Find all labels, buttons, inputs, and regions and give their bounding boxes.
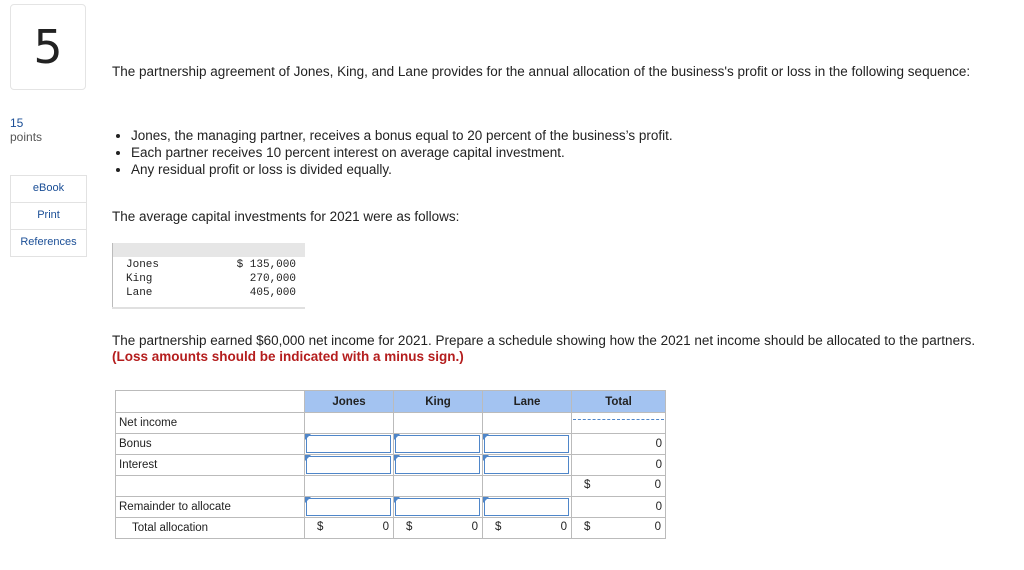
intro-text: The partnership agreement of Jones, King, and Lane provides for the annual allocation of the business's profit or loss in the following sequence: [112,64,971,79]
investment-name: Lane [126,287,153,299]
remainder-total: 0 [572,497,666,518]
avg-capital-text: The average capital investments for 2021 were as follows: [112,209,460,224]
cell-empty [483,476,572,497]
list-item: • Each partner receives 10 percent interest on average capital investment. [131,144,673,161]
interest-lane-input[interactable] [483,455,572,476]
input-marker-icon [305,497,311,503]
row-label-total-allocation: Total allocation [116,518,305,539]
table-row [116,434,666,455]
bonus-lane-input[interactable] [483,434,572,455]
row-label-net-income: Net income [116,413,305,434]
total-king-cell [394,518,483,539]
currency-symbol: $ [584,521,591,533]
total-king-value: 0 [471,521,478,533]
interest-total: 0 [572,455,666,476]
header-lane: Lane [483,391,572,413]
ebook-link[interactable]: eBook [11,176,86,203]
subtotal-value: 0 [654,479,661,491]
cell-empty [305,413,394,434]
points-info [10,116,42,144]
bonus-total: 0 [572,434,666,455]
earned-note: (Loss amounts should be indicated with a minus sign.) [112,349,464,364]
investment-value: 270,000 [249,273,296,285]
table-row [116,413,666,434]
grand-total-value: 0 [654,521,661,533]
input-marker-icon [483,497,489,503]
table-row [116,455,666,476]
total-jones-value: 0 [382,521,389,533]
table-header-bar [112,243,305,257]
table-row [116,476,666,497]
bonus-jones-input[interactable] [305,434,394,455]
earned-text [112,333,982,365]
input-marker-icon [394,497,400,503]
row-label-interest: Interest [116,455,305,476]
total-lane-value: 0 [560,521,567,533]
earned-sentence: The partnership earned $60,000 net income for 2021. Prepare a schedule showing how the 2021 net income should be allocated to the partners. [112,333,976,348]
input-indicator [573,419,664,420]
table-bottom-border [112,307,305,309]
points-label: points [10,130,43,144]
list-item: • Jones, the managing partner, receives a bonus equal to 20 percent of the business’s profit. [131,127,673,144]
cell-empty [305,476,394,497]
cell-empty [394,476,483,497]
header-total: Total [572,391,666,413]
schedule-header-row [116,391,666,413]
net-income-total-input[interactable] [572,413,666,434]
table-row [116,518,666,539]
input-marker-icon [483,455,489,461]
investment-name: Jones [126,259,160,271]
currency-symbol: $ [406,521,413,533]
interest-jones-input[interactable] [305,455,394,476]
total-lane-cell [483,518,572,539]
references-link[interactable]: References [20,236,77,248]
currency-symbol: $ [495,521,502,533]
bonus-king-input[interactable] [394,434,483,455]
investment-name: King [126,273,153,285]
table-row [116,497,666,518]
row-label-remainder: Remainder to allocate [116,497,305,518]
header-king: King [394,391,483,413]
header-blank [116,391,305,413]
investment-value: $ 135,000 [236,259,296,271]
cell-empty [483,413,572,434]
input-marker-icon [394,455,400,461]
currency-symbol: $ [317,521,324,533]
list-item: • Any residual profit or loss is divided equally. [131,161,673,178]
print-link[interactable]: Print [11,203,86,230]
cell-empty [116,476,305,497]
total-jones-cell [305,518,394,539]
remainder-lane-input[interactable] [483,497,572,518]
rules-list [113,127,673,178]
cell-empty [394,413,483,434]
interest-king-input[interactable] [394,455,483,476]
points-value: 15 [10,116,24,130]
investment-value: 405,000 [249,287,296,299]
input-marker-icon [305,434,311,440]
investments-table [112,243,305,309]
currency-symbol: $ [584,479,591,491]
header-jones: Jones [305,391,394,413]
input-marker-icon [305,455,311,461]
row-label-bonus: Bonus [116,434,305,455]
question-number: 5 [10,4,86,90]
table-left-border [112,243,113,309]
sidebar [10,175,87,257]
input-marker-icon [483,434,489,440]
input-marker-icon [394,434,400,440]
remainder-king-input[interactable] [394,497,483,518]
remainder-jones-input[interactable] [305,497,394,518]
subtotal-cell [572,476,666,497]
grand-total-cell [572,518,666,539]
allocation-schedule [115,390,666,539]
